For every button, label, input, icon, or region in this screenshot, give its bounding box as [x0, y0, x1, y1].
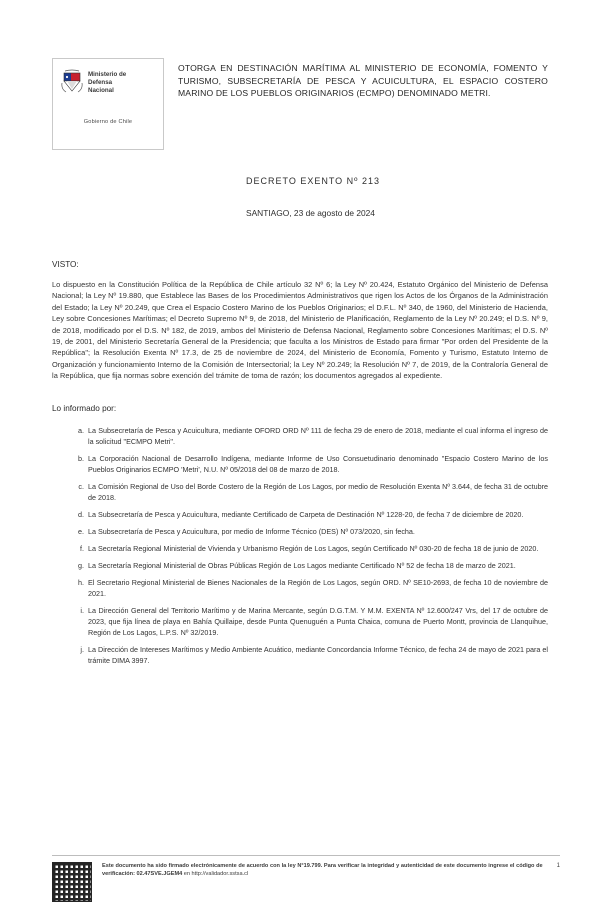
place-and-date: SANTIAGO, 23 de agosto de 2024	[246, 208, 375, 218]
list-item	[78, 526, 548, 537]
decree-number: DECRETO EXENTO Nº 213	[246, 176, 380, 186]
list-item-marker: d.	[78, 509, 84, 519]
title-block	[178, 58, 548, 100]
list-item-text: La Secretaría Regional Ministerial de Vivienda y Urbanismo Región de Los Lagos, según Certificado Nº 030-20 de fecha 18 de junio de 2020.	[88, 543, 539, 553]
footer-text-line-1: Este documento ha sido firmado electrónicamente de acuerdo con la ley N°19.799. Para verificar la integridad y autenticidad de este documento ingrese el código de verificación: 02.47SVE.JGEM4	[102, 863, 543, 877]
document-header	[52, 58, 548, 150]
footer-verification-text	[102, 862, 543, 878]
list-item-marker: h.	[78, 577, 84, 587]
ministry-name	[88, 71, 126, 95]
list-item-marker: a.	[78, 425, 84, 435]
list-item-marker: e.	[78, 526, 84, 536]
visto-label: VISTO:	[52, 260, 79, 269]
list-item-text: La Subsecretaría de Pesca y Acuicultura, mediante Certificado de Carpeta de Destinación Nº 1228-20, de fecha 7 de diciembre de 2020.	[88, 509, 524, 519]
list-item-text: La Comisión Regional de Uso del Borde Costero de la Región de Los Lagos, por medio de Resolución Exenta Nº 3.644, de fecha 31 de octubre de 2018.	[88, 481, 548, 502]
list-item	[80, 644, 548, 666]
ministry-line-2: Defensa	[88, 79, 113, 86]
list-item-text: El Secretario Regional Ministerial de Bienes Nacionales de la Región de Los Lagos, según ORD. Nº SE10-2693, de fecha 10 de noviembre de 2021.	[88, 577, 548, 598]
page-number: 1	[556, 863, 560, 869]
list-item	[78, 509, 548, 520]
informado-label: Lo informado por:	[52, 403, 117, 413]
list-item-marker: f.	[80, 543, 84, 553]
list-item-marker: b.	[78, 453, 84, 463]
gobierno-de-chile-label: Gobierno de Chile	[83, 119, 133, 125]
ministry-line-3: Nacional	[88, 87, 114, 94]
document-footer	[52, 855, 560, 902]
list-item	[78, 560, 548, 571]
chile-coat-of-arms-icon	[61, 69, 83, 97]
list-item-marker: g.	[78, 560, 84, 570]
list-item-text: La Dirección General del Territorio Marítimo y de Marina Mercante, según D.G.T.M. Y M.M. EXENTA Nº 12.600/247 Vrs, del 17 de octubre de 2023, que fija línea de playa en Bahía Quillaipe, desde Punta Quenuguén a Punta Chaica, comuna de Puerto Montt, provincia de Llanquihue, Región de Los Lagos, L.P.S. Nº 32/2019.	[88, 605, 548, 637]
list-item-text: La Dirección de Intereses Marítimos y Medio Ambiente Acuático, mediante Concordancia Informe Técnico, de fecha 24 de mayo de 2021 para el trámite DIMA 3997.	[88, 644, 548, 665]
list-item	[80, 543, 548, 554]
list-item	[78, 481, 548, 503]
list-item-marker: i.	[80, 605, 84, 615]
list-item	[78, 453, 548, 475]
ministry-logo-box	[52, 58, 164, 150]
footer-text-line-2: en http://validador.sstsa.cl	[183, 871, 249, 877]
list-item-text: La Subsecretaría de Pesca y Acuicultura, mediante OFORD ORD Nº 111 de fecha 29 de enero de 2018, mediante el cual informa el ingreso de la solicitud "ECMPO Metri".	[88, 425, 548, 446]
list-item	[78, 577, 548, 599]
ministry-line-1: Ministerio de	[88, 71, 127, 78]
list-item	[80, 605, 548, 638]
list-item-text: La Corporación Nacional de Desarrollo Indígena, mediante Informe de Uso Consuetudinario denominado "Espacio Costero Marino de los Pueblos Originarios ECMPO 'Metri', N.U. Nº 05/2018 del 08 de marzo de 2018.	[88, 453, 548, 474]
qr-code-icon	[52, 862, 92, 902]
list-item	[78, 425, 548, 447]
crest-row	[57, 69, 159, 97]
informado-list	[52, 425, 548, 666]
list-item-text: La Secretaría Regional Ministerial de Obras Públicas Región de Los Lagos mediante Certificado Nº 52 de fecha 18 de marzo de 2021.	[88, 560, 516, 570]
visto-text: Lo dispuesto en la Constitución Política de la República de Chile artículo 32 Nº 6; la Ley Nº 20.424, Estatuto Orgánico del Ministerio de Defensa Nacional; la Ley Nº 19.880, que Establece las Bases de los Procedimientos Administrativos que rigen los Actos de los Órganos de la Administración del Estado; la Ley Nº 20.249, que Crea el Espacio Costero Marino de los Pueblos Originarios; el D.F.L. Nº 340, de 1960, del Ministerio de Hacienda, Ley sobre Concesiones Marítimas; el Decreto Supremo Nº 9, de 2018, del Ministerio de Planificación, Reglamento de la Ley Nº 20.249; el D.S. Nº 9, de 2018, modificado por el D.S. Nº 182, de 2019, ambos del Ministerio de Defensa Nacional, Reglamento sobre Concesiones Marítimas; el D.S. Nº 19, de 2001, del Ministerio Secretaría General de la Presidencia; que faculta a los Ministros de Estado para firmar "Por orden del Presidente de la República"; la Resolución Exenta Nº 17.3, de 25 de noviembre de 2024, del Ministerio de Economía, Fomento y Turismo, Estatuto Interno de Organización y funcionamiento Interno de la Comisión de Intersectorial; la Ley Nº 20.249; la Resolución Nº 7, de 2019, de la Contraloría General de la República, que fija normas sobre exención del trámite de toma de razón; los documentos agregados al expediente.	[52, 280, 548, 381]
list-item-marker: j.	[80, 644, 84, 654]
list-item-marker: c.	[78, 481, 84, 491]
document-title: OTORGA EN DESTINACIÓN MARÍTIMA AL MINISTERIO DE ECONOMÍA, FOMENTO Y TURISMO, SUBSECRETARÍA DE PESCA Y ACUICULTURA, EL ESPACIO COSTERO MARINO DE LOS PUEBLOS ORIGINARIOS (ECMPO) DENOMINADO METRI.	[178, 63, 548, 99]
list-item-text: La Subsecretaría de Pesca y Acuicultura, por medio de Informe Técnico (DES) Nº 073/2020, sin fecha.	[88, 526, 415, 536]
